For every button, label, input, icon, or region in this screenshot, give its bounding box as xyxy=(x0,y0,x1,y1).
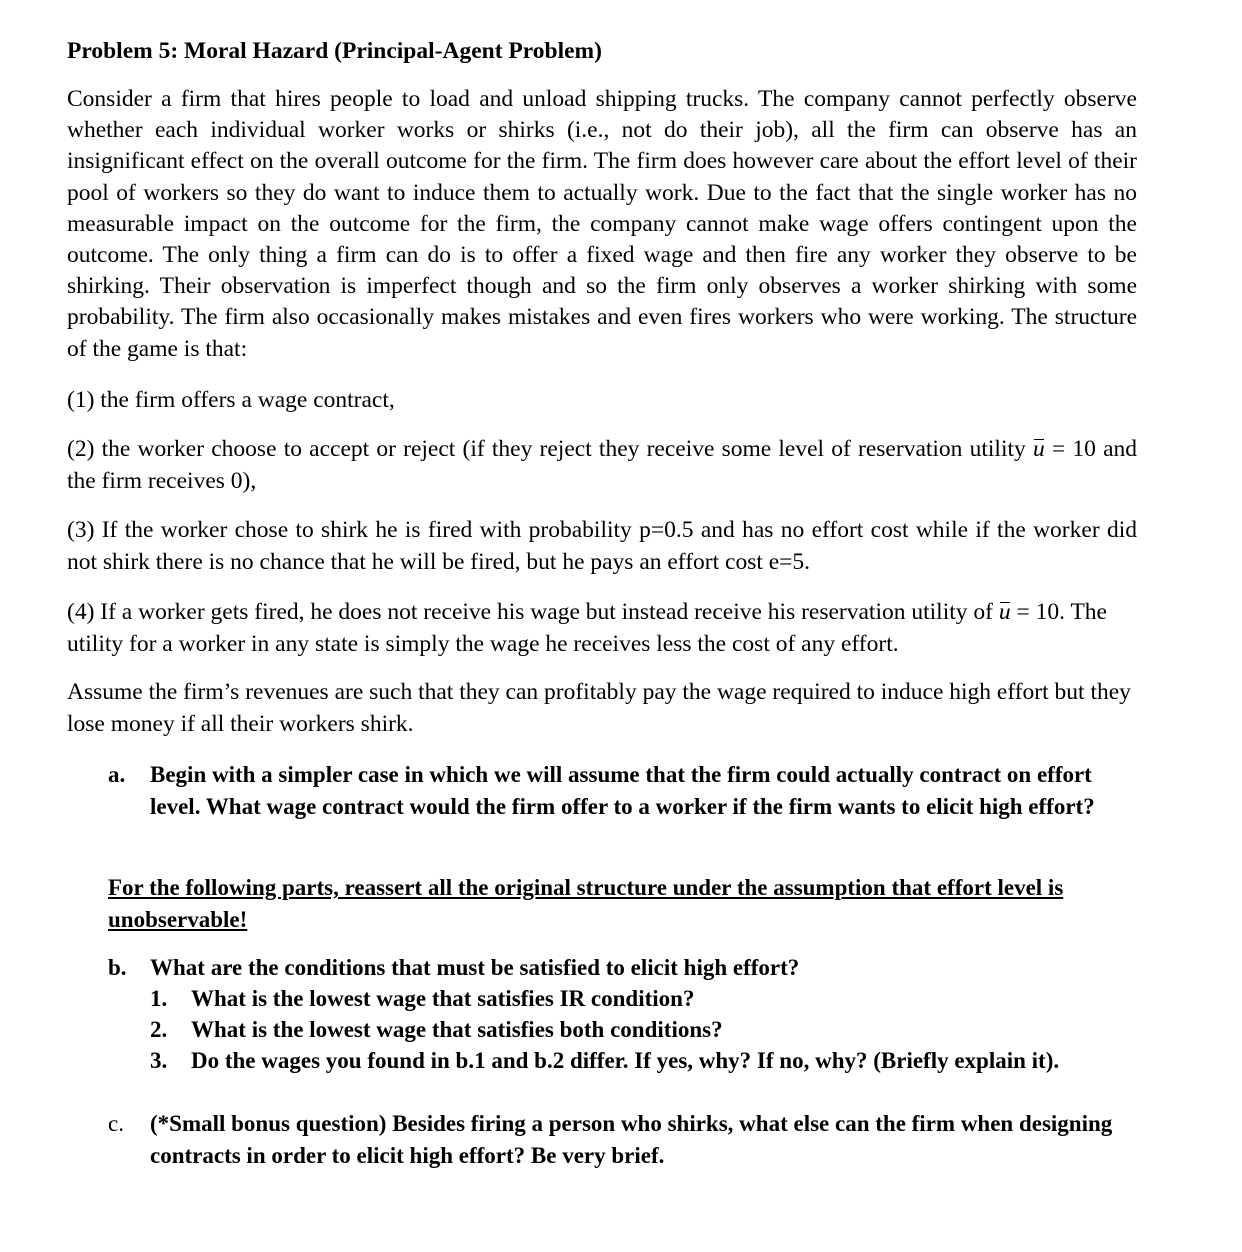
step-2 xyxy=(67,434,1137,497)
step-2-text: (2) the worker choose to accept or reject (if they reject they receive some level of reservation utility xyxy=(67,436,1026,462)
part-c xyxy=(108,1108,1138,1171)
part-b-item-3 xyxy=(150,1045,1120,1076)
part-b-item-1-label: 1. xyxy=(150,986,168,1011)
part-b-item-3-text: Do the wages you found in b.1 and b.2 differ. If yes, why? If no, why? (Briefly explain it). xyxy=(191,1048,1060,1073)
step-2-math: = 10 and the firm receives 0), xyxy=(67,436,1138,494)
part-a-label: a. xyxy=(108,762,126,787)
intro-paragraph: Consider a firm that hires people to load and unload shipping trucks. The company cannot perfectly observe whether each individual worker works or shirks (i.e., not do their job), all the firm can observe has an insignificant effect on the overall outcome for the firm. The firm does however care about the effort level of their pool of workers so they do want to induce them to actually work. Due to the fact that the single worker has no measurable impact on the outcome for the firm, the company cannot make wage offers contingent upon the outcome. The only thing a firm can do is to offer a fixed wage and then fire any worker they observe to be shirking. Their observation is imperfect though and so the firm only observes a worker shirking with some probability. The firm also occasionally makes mistakes and even fires workers who were working. The structure of the game is that: xyxy=(67,86,1137,362)
part-b-item-1-text: What is the lowest wage that satisfies IR condition? xyxy=(191,986,695,1011)
part-b-item-2-text: What is the lowest wage that satisfies both conditions? xyxy=(191,1017,723,1042)
part-c-text: (*Small bonus question) Besides firing a person who shirks, what else can the firm when designing contracts in order to elicit high effort? Be very brief. xyxy=(150,1111,1113,1168)
part-a xyxy=(108,759,1138,822)
part-b xyxy=(108,952,1138,984)
step-4 xyxy=(67,597,1137,660)
step-4-utility: The utility for a worker in any state is simply the wage he receives less the cost of any effort. xyxy=(67,599,1107,657)
step-4-math: = 10. xyxy=(1016,599,1065,625)
reservation-utility-symbol: u xyxy=(1033,434,1045,466)
part-b-item-3-label: 3. xyxy=(150,1048,168,1073)
part-b-item-2-label: 2. xyxy=(150,1017,168,1042)
part-b-item-1 xyxy=(150,983,1120,1014)
step-1: (1) the firm offers a wage contract, xyxy=(67,387,395,413)
part-a-text: Begin with a simpler case in which we will assume that the firm could actually contract on effort level. What wage contract would the firm offer to a worker if the firm wants to elicit high effort? xyxy=(150,762,1095,819)
reservation-utility-symbol-2: u xyxy=(999,597,1011,629)
problem-title: Problem 5: Moral Hazard (Principal-Agent Problem) xyxy=(67,38,602,64)
part-b-text: What are the conditions that must be satisfied to elicit high effort? xyxy=(150,955,800,980)
step-4-text: (4) If a worker gets fired, he does not receive his wage but instead receive his reservation utility of xyxy=(67,599,993,625)
part-b-item-2 xyxy=(150,1014,1120,1045)
assumption-paragraph: Assume the firm’s revenues are such that they can profitably pay the wage required to induce high effort but they lose money if all their workers shirk. xyxy=(67,679,1131,737)
unobservable-note: For the following parts, reassert all the original structure under the assumption that effort level is unobservable! xyxy=(108,875,1064,932)
part-b-label: b. xyxy=(108,955,127,980)
part-c-label: c. xyxy=(108,1111,124,1136)
step-3: (3) If the worker chose to shirk he is fired with probability p=0.5 and has no effort cost while if the worker did not shirk there is no chance that he will be fired, but he pays an effort cost e=5. xyxy=(67,517,1137,575)
